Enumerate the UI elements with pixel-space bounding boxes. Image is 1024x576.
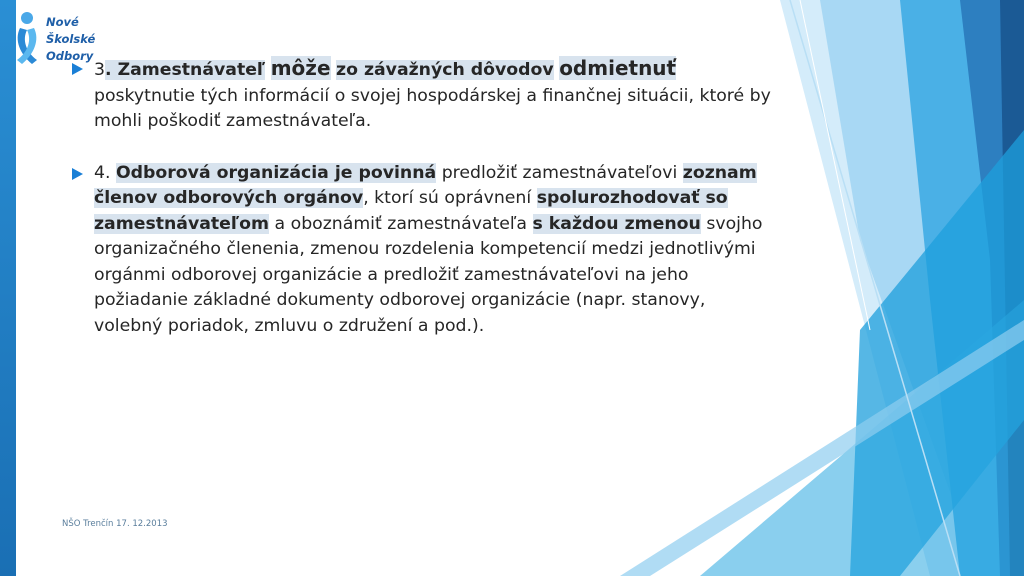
item-4-text-3: a oboznámiť zamestnávateľa (269, 213, 533, 234)
item-3-may: môže (270, 56, 331, 80)
item-4-text-2: , ktorí sú oprávnení (363, 188, 537, 208)
item-3-rest: poskytnutie tých informácií o svojej hospodárskej a finančnej situácii, ktoré by mohli poškodiť zamestnávateľa. (94, 85, 771, 131)
logo-line-3: Odbory (46, 49, 94, 63)
bullet-item-4 (72, 161, 772, 340)
logo-line-1: Nové (46, 15, 79, 29)
footer-date: NŠO Trenčín 17. 12.2013 (62, 519, 168, 529)
item-4-obligation: Odborová organizácia je povinná (115, 162, 437, 183)
bullet-arrow-icon (72, 63, 83, 75)
logo-line-2: Školské (46, 32, 96, 46)
item-4-member-list: zoznam členov odborových orgánov (94, 162, 757, 208)
bullet-item-3 (72, 56, 772, 135)
item-3-refuse: odmietnuť (559, 56, 677, 80)
ribbon-logo-icon (10, 10, 44, 66)
item-4-number: 4. (94, 162, 116, 183)
item-3-number: 3 (94, 60, 105, 80)
item-4-codecide: spolurozhodovať so zamestnávateľom (94, 188, 728, 234)
bullet-arrow-icon (72, 168, 83, 180)
item-4-each-change: s každou zmenou (532, 213, 701, 234)
item-4-text-1: predložiť zamestnávateľovi (436, 162, 683, 183)
item-3-subject: . Zamestnávateľ (105, 60, 266, 80)
item-3-reasons: zo závažných dôvodov (336, 60, 554, 80)
item-4-text-4: svojho organizačného členenia, zmenou rozdelenia kompetencií medzi jednotlivými orgánmi odborovej organizácie a predložiť zamestnávateľovi na jeho požiadanie základné dokumenty odborovej organizácie (napr. stanovy, volebný poriadok, zmluvu o združení a pod.). (94, 213, 763, 336)
slide-content (72, 56, 772, 339)
left-accent-bar (0, 0, 16, 576)
